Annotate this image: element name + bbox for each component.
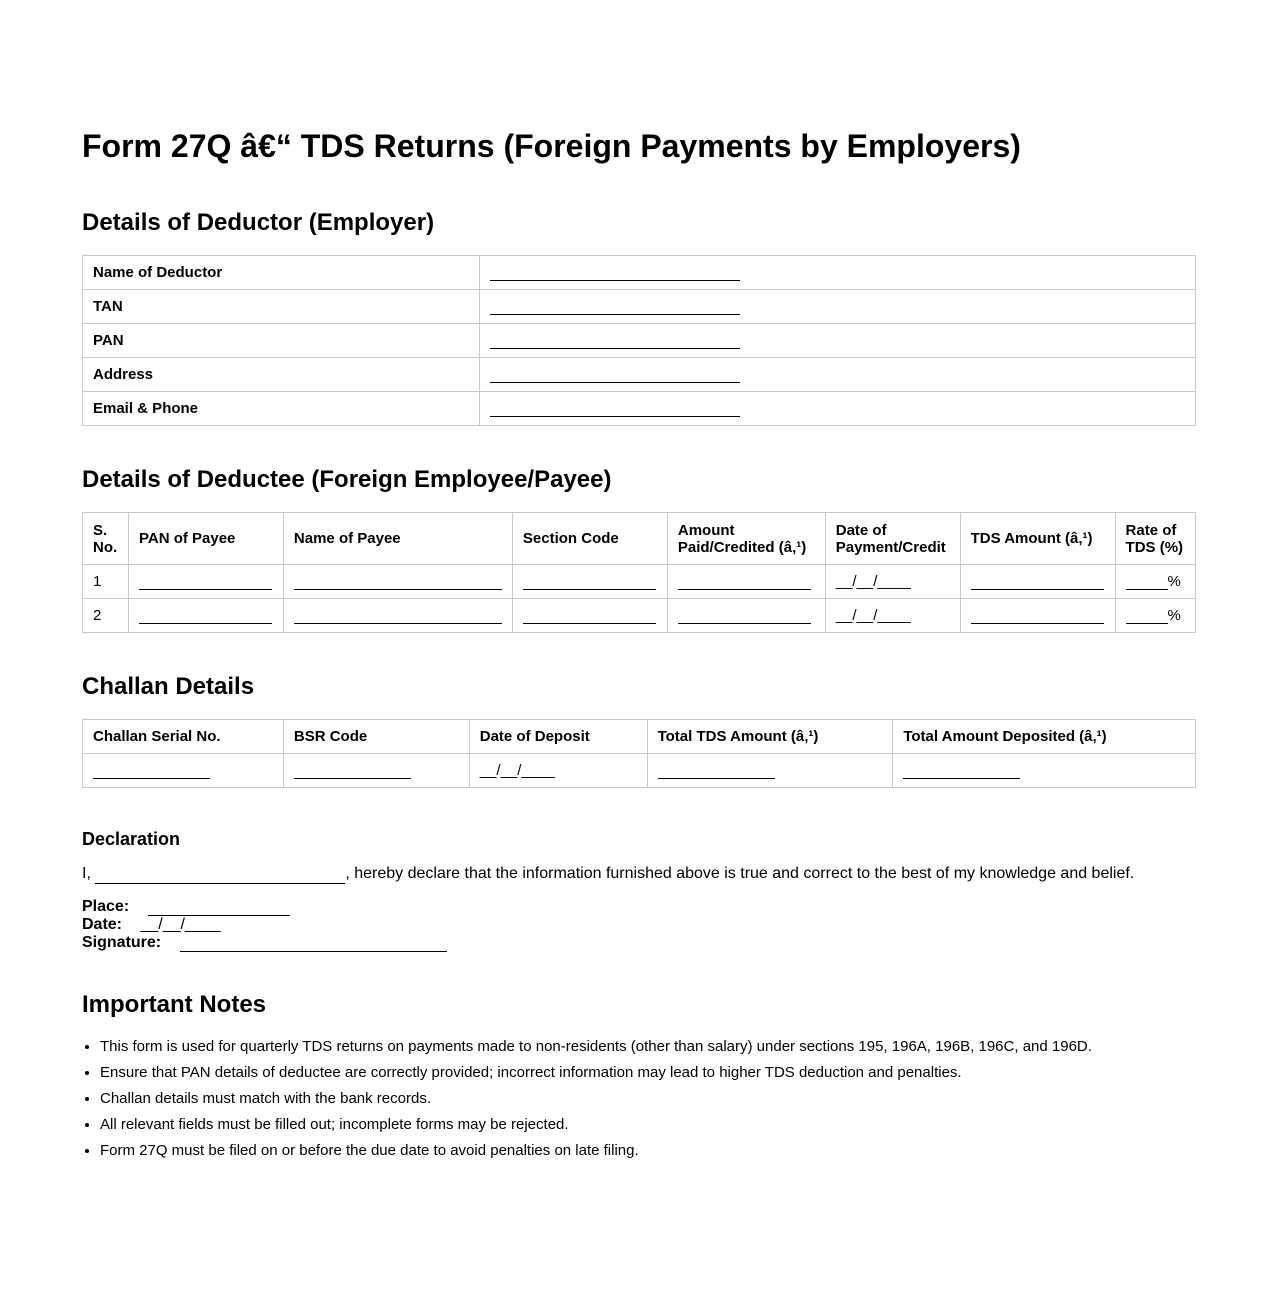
blank-line xyxy=(678,573,811,590)
deductor-label: PAN xyxy=(83,324,480,358)
blank-line xyxy=(490,332,740,349)
column-header: Date of Deposit xyxy=(469,720,647,754)
name-field[interactable] xyxy=(283,599,512,633)
deductor-row xyxy=(83,358,1196,392)
challan-table xyxy=(82,719,1196,788)
column-header: BSR Code xyxy=(283,720,469,754)
blank-line xyxy=(139,607,272,624)
blank-line xyxy=(294,762,411,779)
deductor-row xyxy=(83,392,1196,426)
deductor-email-phone-field[interactable] xyxy=(480,392,1196,426)
blank-line xyxy=(523,607,656,624)
signature-label: Signature: xyxy=(82,934,162,951)
blank-line xyxy=(93,762,210,779)
bsr-code-field[interactable] xyxy=(283,754,469,788)
notes-list xyxy=(82,1034,1196,1164)
table-row xyxy=(83,565,1196,599)
rate-field[interactable] xyxy=(1115,599,1195,633)
list-item: • Challan details must match with the bank records. xyxy=(100,1086,1196,1112)
section-code-field[interactable] xyxy=(512,565,667,599)
signature-row xyxy=(82,934,1196,952)
percent-suffix: % xyxy=(1167,607,1181,624)
blank-line xyxy=(490,400,740,417)
table-row xyxy=(83,754,1196,788)
deductor-row xyxy=(83,324,1196,358)
place-field[interactable] xyxy=(148,899,290,916)
blank-line xyxy=(490,366,740,383)
list-item: • This form is used for quarterly TDS returns on payments made to non-residents (other than salary) under sections 195, 196A, 196B, 196C, and 196D. xyxy=(100,1034,1196,1060)
challan-heading: Challan Details xyxy=(82,673,255,700)
challan-serial-field[interactable] xyxy=(83,754,284,788)
blank-line xyxy=(903,762,1020,779)
deductor-tan-field[interactable] xyxy=(480,290,1196,324)
declaration-statement xyxy=(82,864,1196,884)
notes-heading: Important Notes xyxy=(82,991,267,1018)
tds-amount-field[interactable] xyxy=(960,565,1115,599)
deductor-label: Address xyxy=(83,358,480,392)
deductor-table xyxy=(82,255,1196,426)
pan-field[interactable] xyxy=(128,599,283,633)
declaration-prefix: I, xyxy=(82,865,91,882)
blank-line xyxy=(678,607,811,624)
declaration-text: , hereby declare that the information furnished above is true and correct to the best of my knowledge and belief. xyxy=(345,865,1135,882)
blank-line xyxy=(1126,573,1168,590)
column-header: Challan Serial No. xyxy=(83,720,284,754)
amount-field[interactable] xyxy=(667,599,825,633)
column-header: Rate of TDS (%) xyxy=(1115,513,1195,565)
section-code-field[interactable] xyxy=(512,599,667,633)
deductor-label: Name of Deductor xyxy=(83,256,480,290)
total-tds-field[interactable] xyxy=(647,754,893,788)
date-label: Date: xyxy=(82,916,123,933)
declarant-name-field[interactable] xyxy=(95,867,345,884)
list-item: • Ensure that PAN details of deductee are correctly provided; incorrect information may lead to higher TDS deduction and penalties. xyxy=(100,1060,1196,1086)
deductor-pan-field[interactable] xyxy=(480,324,1196,358)
column-header: TDS Amount (â‚¹) xyxy=(960,513,1115,565)
table-row xyxy=(83,599,1196,633)
blank-line xyxy=(294,573,502,590)
blank-line xyxy=(523,573,656,590)
column-header: Total TDS Amount (â‚¹) xyxy=(647,720,893,754)
name-field[interactable] xyxy=(283,565,512,599)
declaration-heading: Declaration xyxy=(82,829,181,849)
blank-line xyxy=(294,607,502,624)
amount-field[interactable] xyxy=(667,565,825,599)
deductor-label: TAN xyxy=(83,290,480,324)
serial-number: 2 xyxy=(83,599,129,633)
rate-field[interactable] xyxy=(1115,565,1195,599)
deductor-label: Email & Phone xyxy=(83,392,480,426)
date-field[interactable]: __/__/____ xyxy=(140,916,221,933)
deductor-row xyxy=(83,290,1196,324)
place-label: Place: xyxy=(82,898,130,915)
challan-header-row xyxy=(83,720,1196,754)
column-header: Name of Payee xyxy=(283,513,512,565)
percent-suffix: % xyxy=(1167,573,1181,590)
deposit-date-field[interactable]: __/__/____ xyxy=(469,754,647,788)
date-field[interactable]: __/__/____ xyxy=(825,599,960,633)
deductor-address-field[interactable] xyxy=(480,358,1196,392)
blank-line xyxy=(490,264,740,281)
pan-field[interactable] xyxy=(128,565,283,599)
column-header: Total Amount Deposited (â‚¹) xyxy=(893,720,1196,754)
list-item: • All relevant fields must be filled out; incomplete forms may be rejected. xyxy=(100,1112,1196,1138)
tds-amount-field[interactable] xyxy=(960,599,1115,633)
blank-line xyxy=(139,573,272,590)
deductee-header-row xyxy=(83,513,1196,565)
deductor-name-field[interactable] xyxy=(480,256,1196,290)
deductor-heading: Details of Deductor (Employer) xyxy=(82,209,435,236)
place-row xyxy=(82,898,1196,916)
blank-line xyxy=(971,607,1104,624)
blank-line xyxy=(971,573,1104,590)
column-header: PAN of Payee xyxy=(128,513,283,565)
column-header: Amount Paid/Credited (â‚¹) xyxy=(667,513,825,565)
signature-field[interactable] xyxy=(180,935,447,952)
blank-line xyxy=(658,762,775,779)
blank-line xyxy=(490,298,740,315)
column-header: Section Code xyxy=(512,513,667,565)
date-field[interactable]: __/__/____ xyxy=(825,565,960,599)
deductee-table xyxy=(82,512,1196,633)
page-title: Form 27Q â€“ TDS Returns (Foreign Payments by Employers) xyxy=(82,128,1021,164)
column-header: S. No. xyxy=(83,513,129,565)
serial-number: 1 xyxy=(83,565,129,599)
total-deposited-field[interactable] xyxy=(893,754,1196,788)
date-row xyxy=(82,916,1196,934)
column-header: Date of Payment/Credit xyxy=(825,513,960,565)
deductee-heading: Details of Deductee (Foreign Employee/Payee) xyxy=(82,466,612,493)
blank-line xyxy=(1126,607,1168,624)
list-item: • Form 27Q must be filed on or before the due date to avoid penalties on late filing. xyxy=(100,1138,1196,1164)
deductor-row xyxy=(83,256,1196,290)
